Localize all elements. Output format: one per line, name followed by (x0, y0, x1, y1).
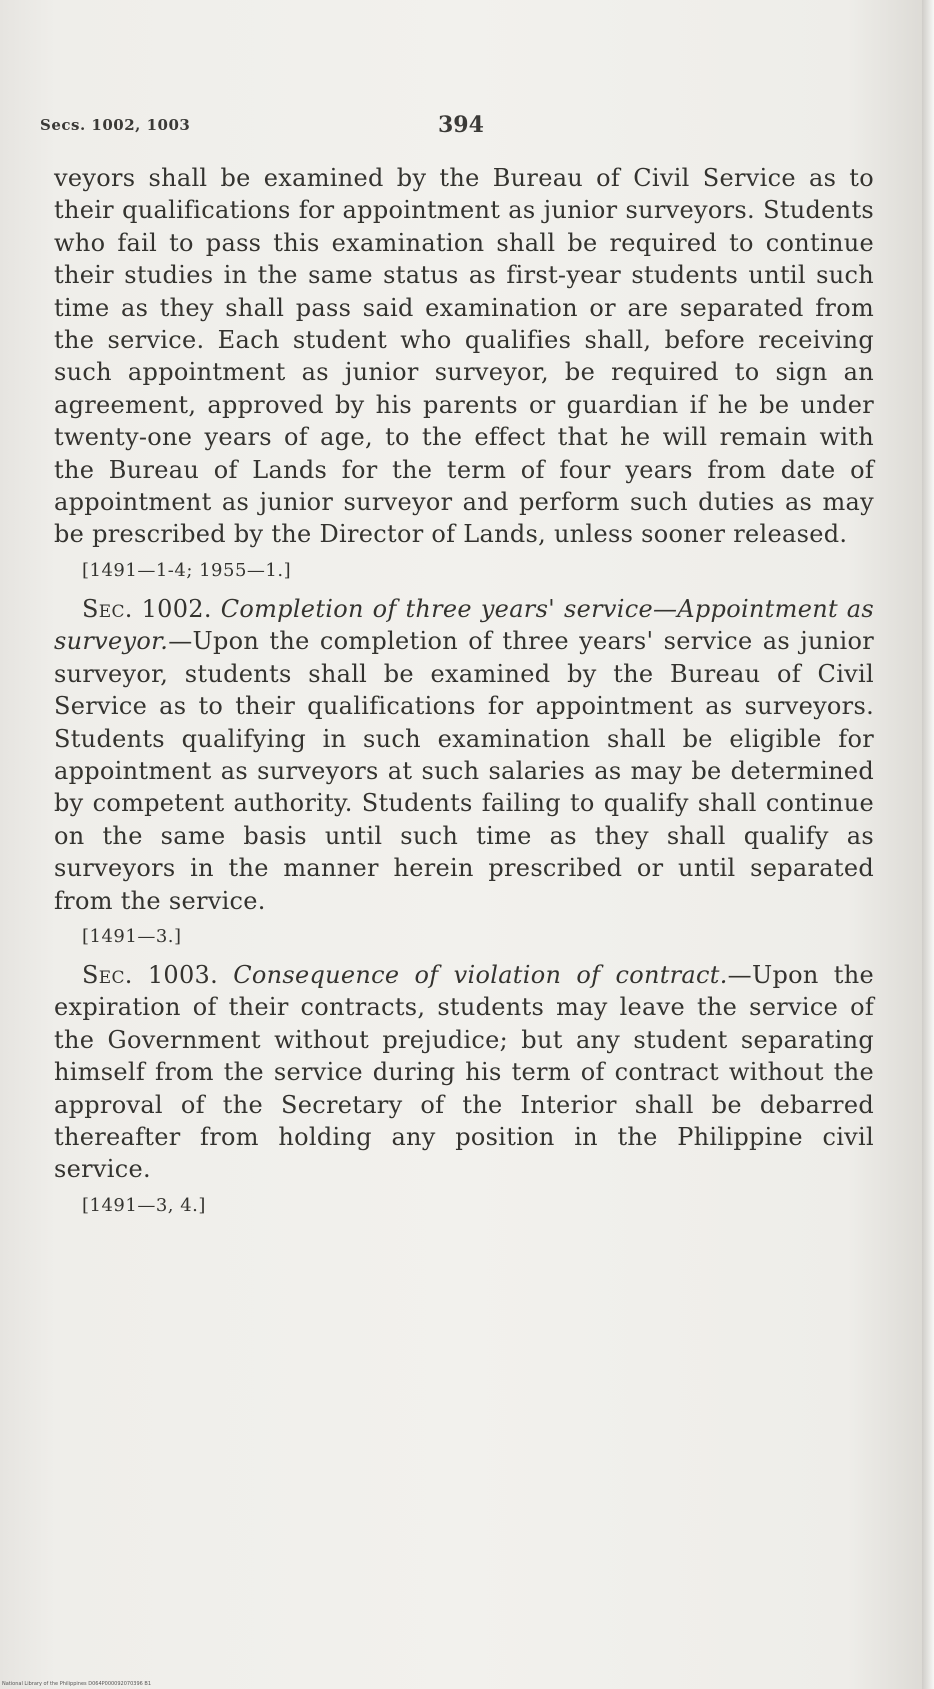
continuation-paragraph: veyors shall be examined by the Bureau of Civil Service as to their qualifications for appointment as junior surveyors. Students who fail to pass this examination shall be required to continue their studies in the same status as first-year students until such time as they shall pass said examination or are separated from the service. Each student who qualifies shall, before receiving such appointment as junior surveyor, be required to sign an agreement, approved by his parents or guardian if he be under twenty-one years of age, to the effect that he will remain with the Bureau of Lands for the term of four years from date of appointment as junior surveyor and perform such duties as may be prescribed by the Director of Lands, unless sooner released. (54, 164, 874, 549)
section-body: —Upon the expiration of their contracts, students may leave the service of the Government without prejudice; but any student separating himself from the service during his term of contract without the approval of the Secretary of the Interior shall be debarred thereafter from holding any position in the Philippine civil service. (54, 960, 875, 1184)
section-label: Sec. 1002. (82, 594, 212, 623)
section-1003 (54, 959, 874, 1186)
citation: [1491—3.] (82, 925, 182, 947)
archive-footer: National Library of the Philippines D064P000092070396 B1 (2, 1681, 152, 1687)
page-edge (922, 0, 934, 1689)
citation: [1491—1-4; 1955—1.] (82, 559, 292, 581)
section-1002 (54, 593, 874, 917)
section-body: —Upon the completion of three years' service as junior surveyor, students shall be examined by the Bureau of Civil Service as to their qualifications for appointment as surveyors. Students qualifying in such examination shall be eligible for appointment as surveyors at such salaries as may be determined by competent authority. Students failing to qualify shall continue on the same basis until such time as they shall qualify as surveyors in the manner herein prescribed or until separated from the service. (54, 627, 874, 915)
section-reference: Secs. 1002, 1003 (40, 116, 191, 134)
page-number: 394 (438, 112, 484, 138)
page-header (40, 112, 870, 142)
section-label: Sec. 1003. (82, 960, 219, 989)
citation: [1491—3, 4.] (82, 1194, 206, 1216)
section-title: Consequence of violation of contract. (233, 960, 728, 989)
section-title: Completion of three years' service—Appointment as surveyor. (54, 594, 875, 656)
page-body (54, 162, 874, 1228)
